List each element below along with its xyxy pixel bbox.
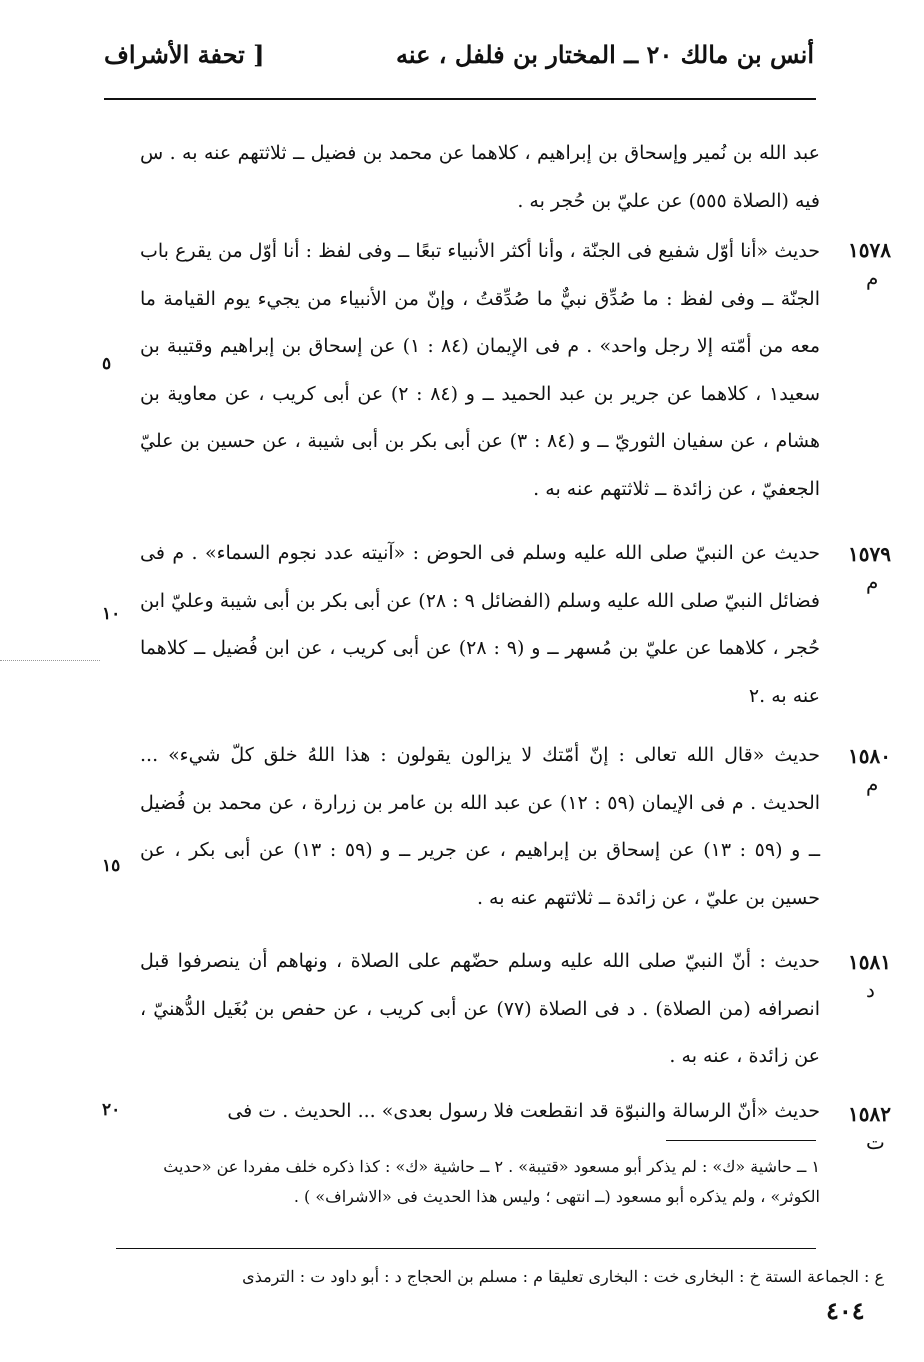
entry-number-text: ١٥٧٨	[848, 238, 891, 262]
entry-number	[848, 742, 908, 798]
hadith-entry: حديث «أنا أوّل شفيع فى الجنّة ، وأنا أكثر الأنبياء تبعًا ــ وفى لفظ : أنا أوّل من يقرع باب الجنّة ــ وفى لفظ : ما صُدِّق نبيٌّ ما صُدِّقتُ ، وإنّ من الأنبياء من يجيء يوم القيامة ما معه من أمّته إلا رجل واحد» . م فى الإيمان (٨٤ : ١) عن إسحاق بن إبراهيم وقتيبة بن سعيد١ ، كلاهما عن جرير بن عبد الحميد ــ و (٨٤ : ٢) عن أبى كريب ، عن معاوية بن هشام ، عن سفيان الثوريّ ــ و (٨٤ : ٣) عن أبى بكر بن أبى شيبة ، عن حسين بن عليّ الجعفيّ ، عن زائدة ــ ثلاثتهم عنه به .	[140, 240, 820, 500]
hadith-entry: حديث «قال الله تعالى : إنّ أمّتك لا يزالون يقولون : هذا اللهُ خلق كلّ شيء» ... الحديث . م فى الإيمان (٥٩ : ١٢) عن عبد الله بن عامر بن زرارة ، عن محمد بن فُضيل ــ و (٥٩ : ١٣) عن إسحاق بن إبراهيم ، عن جرير ــ و (٥٩ : ١٣) عن أبى بكر ، عن حسين بن عليّ ، عن زائدة ــ ثلاثتهم عنه به .	[140, 744, 821, 909]
footnote-line: الكوثر» ، ولم يذكره أبو مسعود (ــ انتهى ؛ وليس هذا الحديث فى «الاشراف» ) .	[293, 1187, 820, 1206]
footnote-rule	[666, 1140, 816, 1141]
entry-sigla: م	[866, 772, 879, 796]
running-header	[104, 40, 814, 80]
line-marker: ١٥	[102, 856, 121, 876]
entry-number-text: ١٥٨٢	[848, 1102, 891, 1126]
entry-number-text: ١٥٨٠	[848, 744, 891, 768]
header-book-title: [ تحفة الأشراف	[104, 40, 265, 69]
line-marker: ٥	[102, 354, 112, 374]
page-number: ٤٠٤	[826, 1296, 865, 1325]
margin-dotted-line	[0, 660, 100, 661]
entry-number	[848, 948, 908, 1004]
line-marker: ٢٠	[102, 1100, 121, 1120]
entry-number-text: ١٥٧٩	[848, 542, 891, 566]
entry-number	[848, 236, 908, 292]
entry-sigla: ت	[866, 1130, 885, 1154]
hadith-entry: حديث : أنّ النبيّ صلى الله عليه وسلم حضّهم على الصلاة ، ونهاهم أن ينصرفوا قبل انصرافه (من الصلاة) . د فى الصلاة (٧٧) عن أبى كريب ، عن حفص بن بُغَيل الدُّهنيّ ، عن زائدة ، عنه به .	[140, 950, 820, 1067]
entry-number	[848, 540, 908, 596]
hadith-entry: حديث «أنّ الرسالة والنبوّة قد انقطعت فلا رسول بعدى» ... الحديث . ت فى	[227, 1100, 820, 1122]
entry-number	[848, 1100, 908, 1156]
hadith-entry: حديث عن النبيّ صلى الله عليه وسلم فى الحوض : «آنيته عدد نجوم السماء» . م فى فضائل النبيّ صلى الله عليه وسلم (الفضائل ٩ : ٢٨) عن أبى بكر بن أبى شيبة وعليّ ابن حُجر ، كلاهما عن عليّ بن مُسهر ــ و (٩ : ٢٨) عن أبى كريب ، عن ابن فُضيل ــ كلاهما عنه به .٢	[140, 542, 821, 707]
abbreviations-rule	[116, 1248, 816, 1249]
header-rule	[104, 98, 816, 100]
entry-sigla: م	[866, 266, 879, 290]
entry-sigla: د	[866, 978, 875, 1002]
footnote-line: ١ ــ حاشية «ك» : لم يذكر أبو مسعود «قتيبة» . ٢ ــ حاشية «ك» : كذا ذكره خلف مفردا عن «حديث	[163, 1157, 820, 1176]
entry-sigla: م	[866, 570, 879, 594]
header-chapter: أنس بن مالك ٢٠ ــ المختار بن فلفل ، عنه	[396, 40, 814, 69]
abbreviations-key: ع : الجماعة الستة خ : البخارى خت : البخارى تعليقا م : مسلم بن الحجاج د : أبو داود ت : الترمذى	[242, 1267, 884, 1286]
intro-paragraph: عبد الله بن نُمير وإسحاق بن إبراهيم ، كلاهما عن محمد بن فضيل ــ ثلاثتهم عنه به . س فيه (الصلاة ٥٥٥) عن عليّ بن حُجر به .	[140, 142, 820, 212]
line-marker: ١٠	[102, 604, 121, 624]
entry-number-text: ١٥٨١	[848, 950, 891, 974]
